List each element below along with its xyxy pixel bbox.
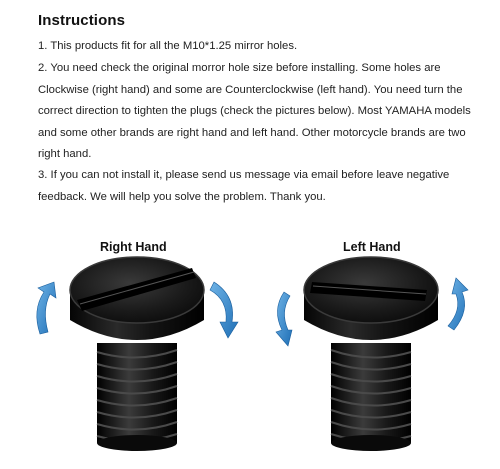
cap-head	[304, 257, 438, 340]
instruction-item-3: 3. If you can not install it, please send us message via email before leave negative feedback. We will help you solve the problem. Thank you.	[38, 169, 450, 203]
arrow-up-icon	[448, 278, 468, 330]
right-hand-caption: Right Hand	[100, 240, 167, 254]
instruction-item-2: 2. You need check the original morror hole size before installing. Some holes are Clockwise (right hand) and some are Counterclockwise (left hand). You need turn the correct direction to tighten the plugs (check the pictures below). Most YAMAHA models and some other brands are right hand and left hand. Other motorcycle brands are two right hand.	[38, 62, 471, 160]
left-hand-plug	[304, 257, 438, 451]
cap-head	[70, 257, 204, 340]
arrow-up-icon	[37, 282, 56, 334]
thread-section	[97, 343, 177, 451]
instructions-heading: Instructions	[38, 12, 126, 29]
instruction-item-1: 1. This products fit for all the M10*1.25 mirror holes.	[38, 40, 298, 52]
thread-section	[331, 343, 411, 451]
right-hand-plug	[70, 257, 204, 451]
arrow-down-icon	[276, 292, 292, 346]
arrow-down-icon	[210, 282, 238, 338]
left-hand-caption: Left Hand	[343, 240, 401, 254]
